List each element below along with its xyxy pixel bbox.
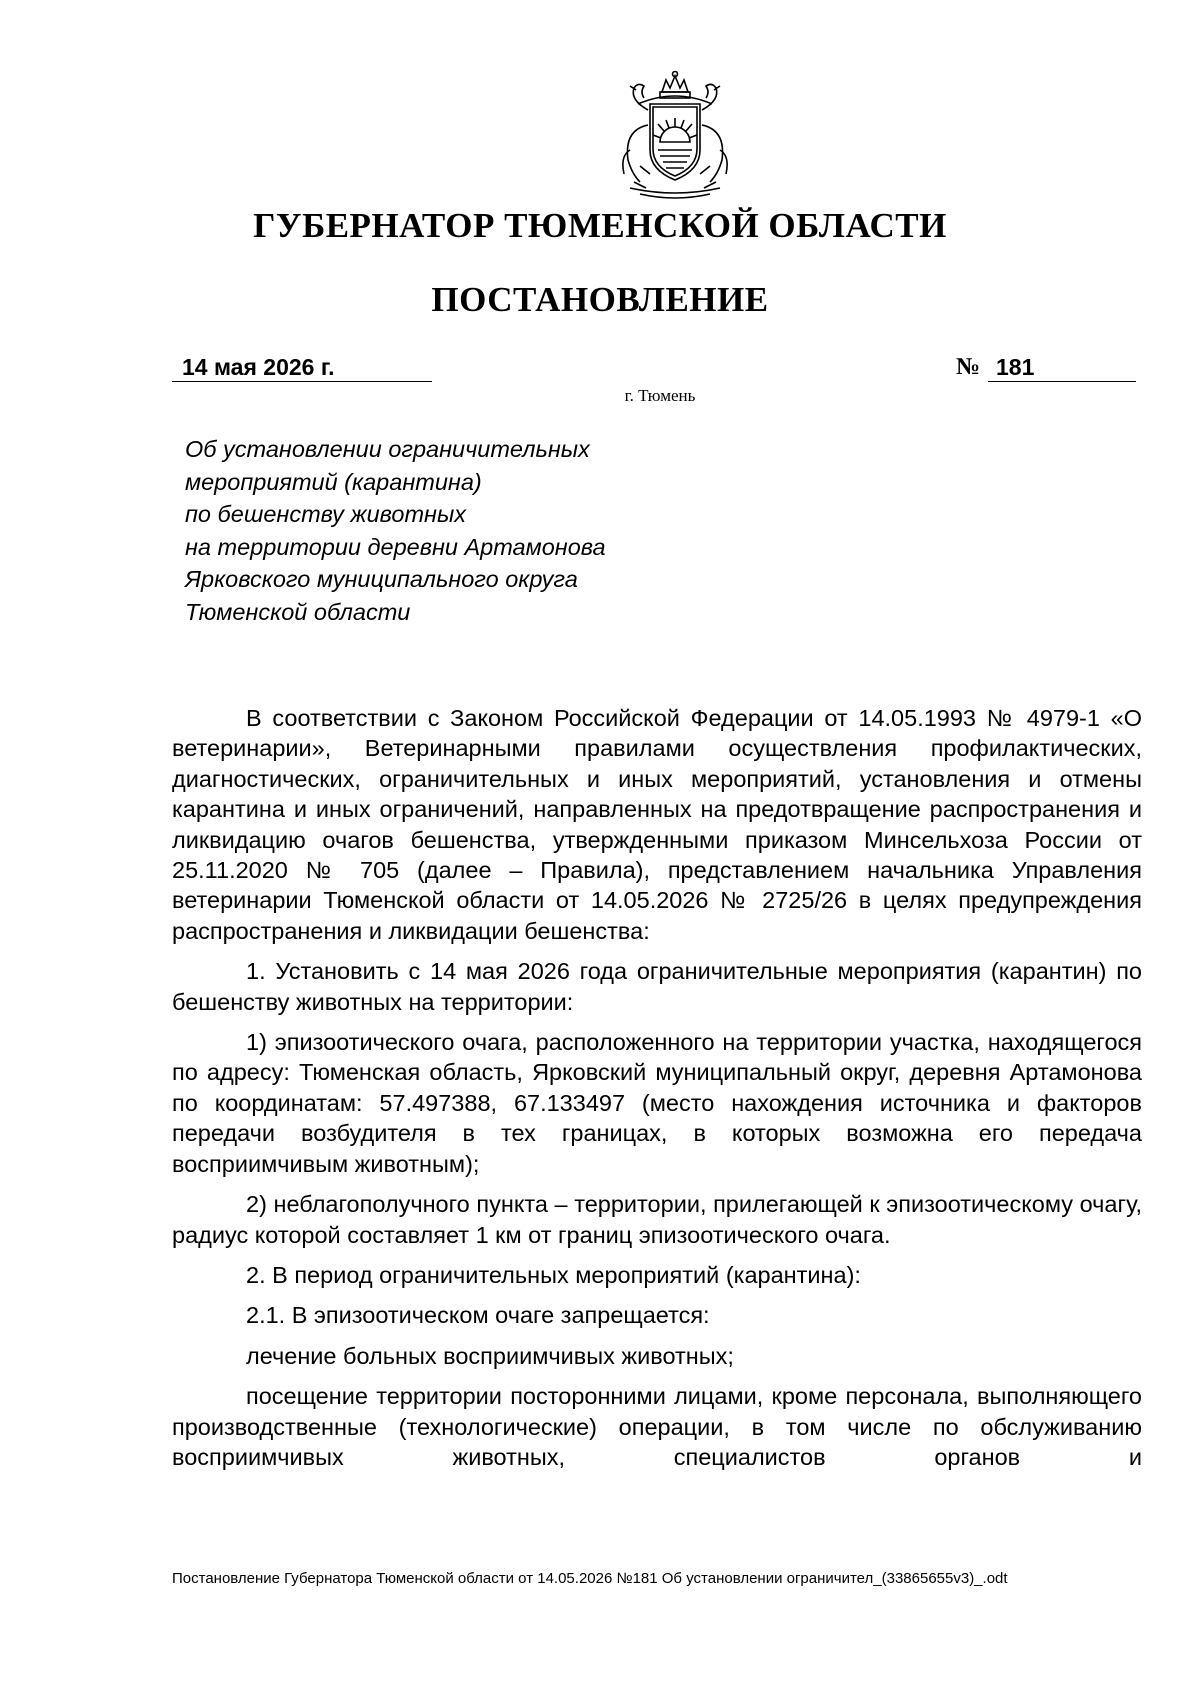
coat-of-arms-icon: [600, 70, 750, 200]
document-body: [172, 703, 1142, 1472]
prohibition-item: посещение территории посторонними лицами, кроме персонала, выполняющего производственные (технологические) операции, в том числе по обслуживанию восприимчивых животных, специалистов органов и: [172, 1383, 1142, 1470]
org-title: ГУБЕРНАТОР ТЮМЕНСКОЙ ОБЛАСТИ: [253, 206, 947, 245]
subject-line: Тюменской области: [185, 598, 411, 625]
clause-1-2-paragraph: 2) неблагополучного пункта – территории, прилегающей к эпизоотическому очагу, радиус которой составляет 1 км от границ эпизоотического очага.: [172, 1191, 1142, 1248]
prohibition-item: лечение больных восприимчивых животных;: [246, 1342, 734, 1369]
document-number: 181: [988, 354, 1136, 382]
clause-2-paragraph: 2. В период ограничительных мероприятий (карантина):: [246, 1261, 861, 1288]
number-label: №: [956, 354, 981, 380]
subject-line: Об установлении ограничительных: [185, 436, 590, 462]
document-date: 14 мая 2026 г.: [172, 354, 432, 382]
clause-1-paragraph: 1. Установить с 14 мая 2026 года ограничительные мероприятия (карантин) по бешенству животных на территории:: [172, 958, 1142, 1015]
clause-2-1-paragraph: 2.1. В эпизоотическом очаге запрещается:: [246, 1302, 710, 1329]
footer-file-reference: Постановление Губернатора Тюменской области от 14.05.2026 №181 Об установлении ограничител_(33865655v3)_.odt: [172, 1570, 1008, 1587]
city-label: г. Тюмень: [624, 386, 696, 405]
preamble-paragraph: В соответствии с Законом Российской Федерации от 14.05.1993 № 4979-1 «О ветеринарии», Ветеринарными правилами осуществления профилактических, диагностических, ограничительных и иных мероприятий, установления и отмены карантина и иных ограничений, направленных на предотвращение распространения и ликвидацию очагов бешенства, утвержденными приказом Минсельхоза России от 25.11.2020 № 705 (далее – Правила), представлением начальника Управления ветеринарии Тюменской области от 14.05.2026 № 2725/26 в целях предупреждения распространения и ликвидации бешенства:: [172, 705, 1142, 944]
document-subject: [185, 433, 745, 629]
subject-line: Ярковского муниципального округа: [185, 566, 578, 593]
clause-1-1-paragraph: 1) эпизоотического очага, расположенного на территории участка, находящегося по адресу: Тюменская область, Ярковский муниципальный округ, деревня Артамонова по координатам: 57.497388, 67.133497 (место нахождения источника и факторов передачи возбудителя в тех границах, в которых возможна его передача восприимчивым животным);: [172, 1029, 1142, 1177]
doc-type-title: ПОСТАНОВЛЕНИЕ: [431, 280, 769, 319]
subject-line: мероприятий (карантина): [185, 468, 482, 495]
subject-line: на территории деревни Артамонова: [185, 533, 606, 560]
subject-line: по бешенству животных: [185, 501, 467, 528]
